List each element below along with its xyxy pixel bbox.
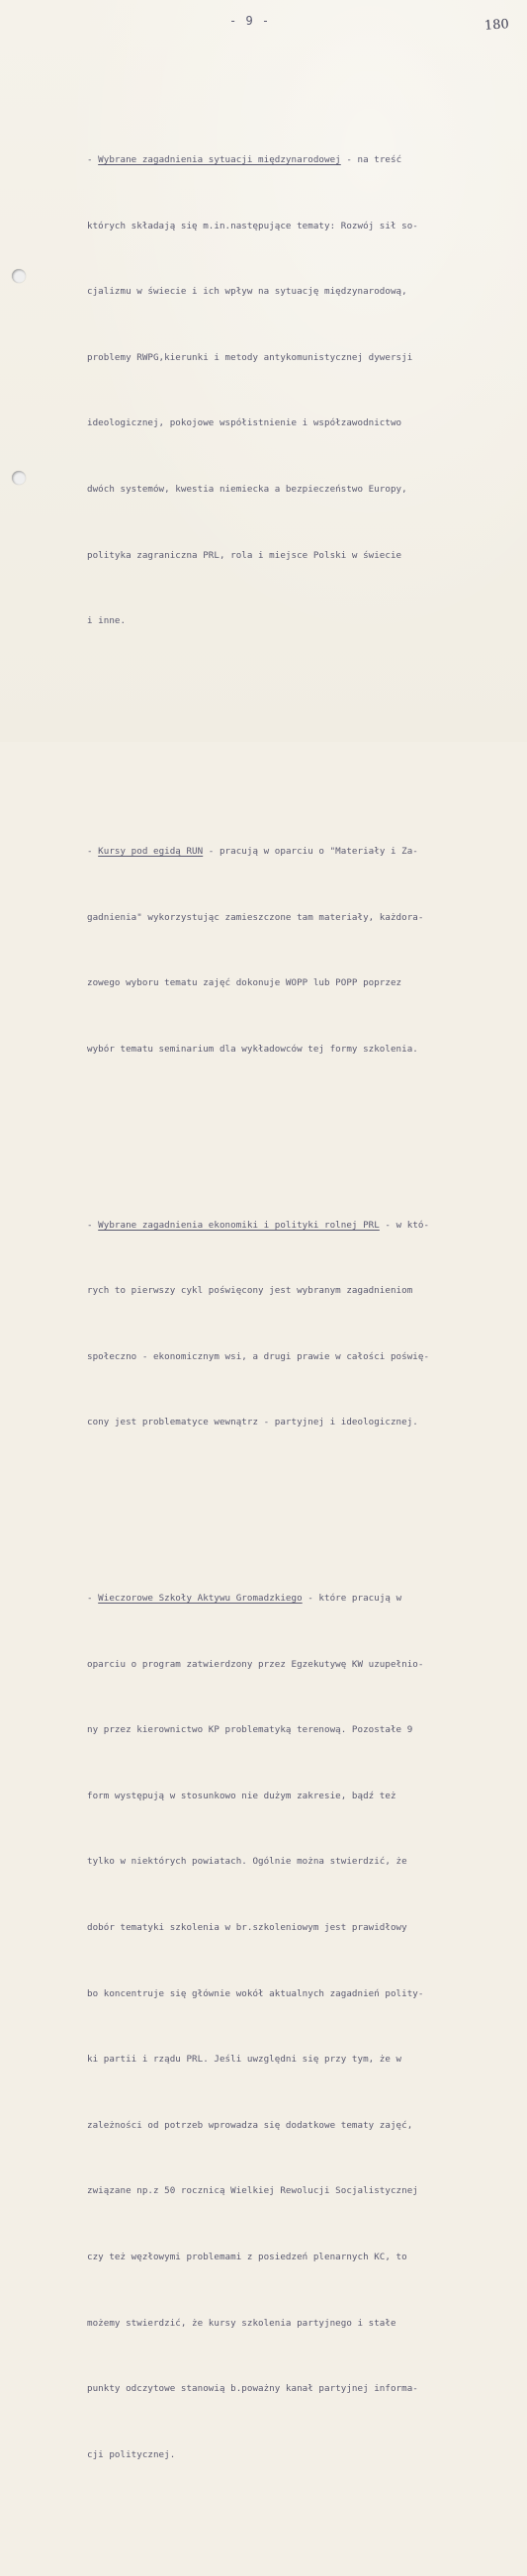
text-line: społeczno - ekonomicznym wsi, a drugi prawie w całości poświę- [87,1350,430,1362]
paragraph-heading: Wieczorowe Szkoły Aktywu Gromadzkiego [98,1592,303,1604]
text-line: form występują w stosunkowo nie dużym zakresie, bądź też [87,1790,396,1801]
text-line: cony jest problematyce wewnątrz - partyjnej i ideologicznej. [87,1417,418,1428]
text-line: możemy stwierdzić, że kursy szkolenia partyjnego i stałe [87,2317,396,2329]
text-line: cjalizmu w świecie i ich wpływ na sytuację międzynarodową, [87,286,407,298]
text-line: ny przez kierownictwo KP problematyką terenową. Pozostałe 9 [87,1724,413,1736]
text-line: dwóch systemów, kwestia niemiecka a bezpieczeństwo Europy, [87,483,407,495]
paragraph-3 [87,1170,512,1478]
paragraph-heading: Kursy pod egidą RUN [98,846,204,858]
paragraph-first-line: - Wybrane zagadnienia sytuacji międzynarodowej - na treść [87,154,402,166]
text-line: których składają się m.in.następujące tematy: Rozwój sił so- [87,220,418,231]
text-line: ideologicznej, pokojowe współistnienie i współzawodnictwo [87,417,402,429]
text-line: czy też węzłowymi problemami z posiedzeń plenarnych KC, to [87,2251,407,2262]
paragraph-2 [87,797,512,1105]
text-line: polityka zagraniczna PRL, rola i miejsce Polski w świecie [87,549,402,561]
text-line: ki partii i rządu PRL. Jeśli uwzględni się przy tym, że w [87,2054,402,2066]
text-line: cji politycznej. [87,2448,176,2460]
text-line: rych to pierwszy cykl poświęcony jest wybranym zagadnieniom [87,1285,413,1297]
paragraph-first-line: - Kursy pod egidą RUN - pracują w oparciu o "Materiały i Za- [87,846,418,858]
paragraph-4 [87,1544,512,2511]
punch-hole-top [12,269,26,283]
text-line: gadnienia" wykorzystując zamieszczone tam materiały, każdora- [87,911,424,923]
paragraph-first-line: - Wybrane zagadnienia ekonomiki i polityki rolnej PRL - w któ- [87,1219,430,1231]
archive-number: 180 [483,17,510,34]
text-line: i inne. [87,615,127,627]
document-body [87,40,512,2576]
text-line: wybór tematu seminarium dla wykładowców tej formy szkolenia. [87,1043,418,1055]
text-line: oparciu o program zatwierdzony przez Egzekutywę KW uzupełnio- [87,1658,424,1670]
text-line: tylko w niektórych powiatach. Ogólnie można stwierdzić, że [87,1856,407,1868]
text-line: związane np.z 50 rocznicą Wielkiej Rewolucji Socjalistycznej [87,2185,418,2197]
punch-hole-bottom [12,471,26,485]
text-line: zależności od potrzeb wprowadza się dodatkowe tematy zajęć, [87,2119,413,2131]
text-line: punkty odczytowe stanowią b.poważny kanał partyjnej informa- [87,2383,418,2395]
paragraph-first-line: - Wieczorowe Szkoły Aktywu Gromadzkiego - które pracują w [87,1592,402,1604]
text-line: dobór tematyki szkolenia w br.szkoleniowym jest prawidłowy [87,1921,407,1933]
paragraph-1 [87,106,512,677]
page-number: - 9 - [229,14,271,28]
text-line: problemy RWPG,kierunki i metody antykomunistycznej dywersji [87,351,413,363]
paragraph-heading: Wybrane zagadnienia ekonomiki i polityki rolnej PRL [98,1219,380,1231]
paragraph-heading: Wybrane zagadnienia sytuacji międzynarodowej [98,154,341,166]
text-line: zowego wyboru tematu zajęć dokonuje WOPP lub POPP poprzez [87,977,402,989]
text-line: bo koncentruje się głównie wokół aktualnych zagadnień polity- [87,1987,424,1999]
